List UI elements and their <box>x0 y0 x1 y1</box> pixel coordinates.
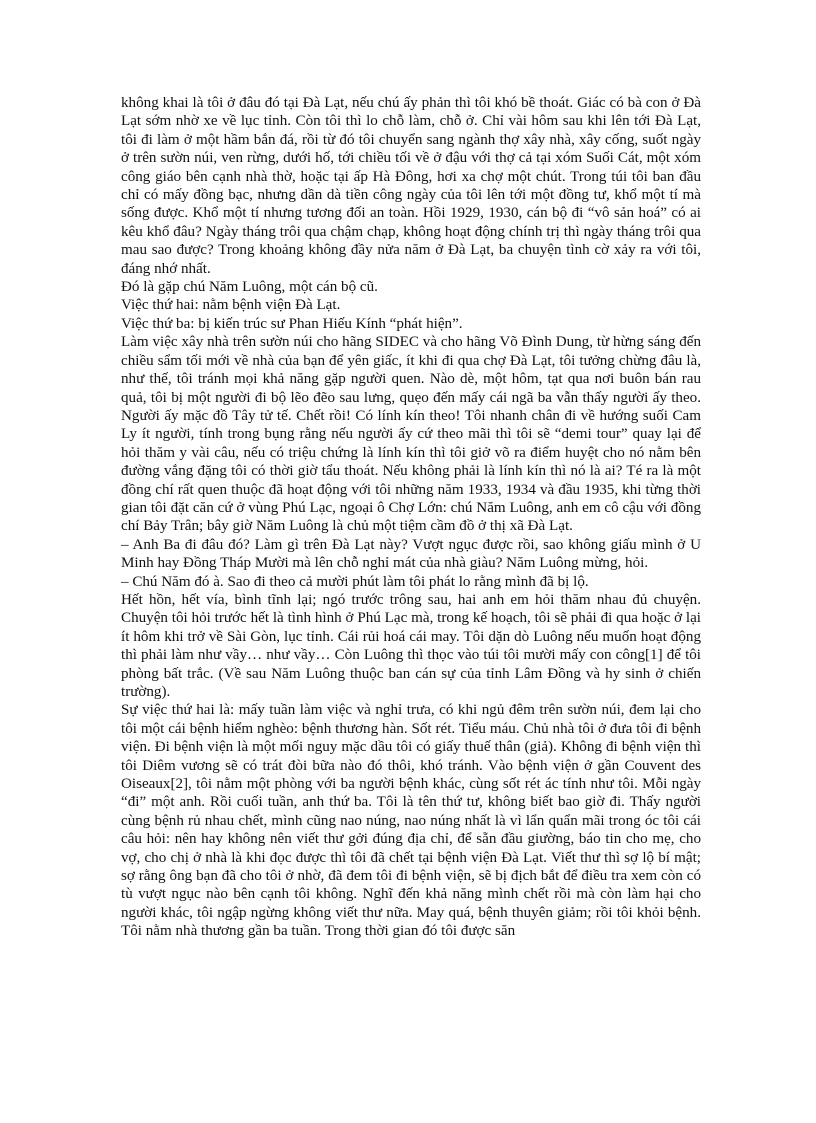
document-page <box>121 94 701 941</box>
paragraph-9: Sự việc thứ hai là: mấy tuần làm việc và nghỉ trưa, có khi ngủ đêm trên sườn núi, đem lại cho tôi một cái bệnh hiểm nghèo: bệnh thương hàn. Sốt rét. Tiểu máu. Chủ nhà tôi ở đưa tôi đi bệnh viện. Đi bệnh viện là một mối nguy mặc dầu tôi có giấy thuế thân (giả). Không đi bệnh viện thì tôi Diêm vương sẽ có trát đòi bữa nào đó thôi, khó tránh. Vào bệnh viện ở gần Couvent des Oiseaux[2], tôi nằm một phòng với ba người bệnh khác, cùng sốt rét ác tính như tôi. Mỗi ngày “đi” một anh. Rồi cuối tuần, anh thứ ba. Tôi là tên thứ tư, không biết bao giờ đi. Thấy người cùng bệnh rủ nhau chết, mình cũng nao núng, nao núng nhất là vì lẩn quẩn mãi trong óc tôi cái câu hỏi: nên hay không nên viết thư gởi đúng địa chỉ, để sẵn đầu giường, báo tin cho mẹ, cho vợ, cho chị ở nhà là khi đọc được thì tôi đã chết tại bệnh viện Đà Lạt. Viết thư thì sợ lộ bí mật; sợ rằng ông bạn đã cho tôi ở nhờ, đã đem tôi đi bệnh viện, sẽ bị địch bắt để điều tra xem còn có tù vượt ngục nào bên cạnh tôi không. Nghĩ đến khả năng mình chết rồi mà còn làm hại cho người khác, tôi ngập ngừng không viết thư nữa. May quá, bệnh thuyên giảm; rồi tôi khỏi bệnh. Tôi nằm nhà thương gần ba tuần. Trong thời gian đó tôi được săn <box>121 702 701 940</box>
paragraph-8: Hết hồn, hết vía, bình tĩnh lại; ngó trước trông sau, hai anh em hỏi thăm nhau đủ chuyện. Chuyện tôi hỏi trước hết là tình hình ở Phú Lạc mà, trong kế hoạch, tôi sẽ phải đi qua hoặc ở lại ít hôm khi trở về Sài Gòn, lục tỉnh. Cái rủi hoá cái may. Tôi dặn dò Luông nếu muốn hoạt động thì phải làm như vầy… như vầy… Còn Luông thì thọc vào túi tôi mười mấy con công[1] để tôi phòng bất trắc. (Về sau Năm Luông thuộc ban cán sự của tỉnh Lâm Đồng và hy sinh ở chiến trường). <box>121 591 701 700</box>
paragraph-5: Làm việc xây nhà trên sườn núi cho hãng SIDEC và cho hãng Võ Đình Dung, từ hừng sáng đến chiều sẩm tối mới về nhà của bạn để yên giấc, ít khi đi qua chợ Đà Lạt, tôi tưởng chừng đâu là, như thế, tôi tránh mọi khả năng gặp người quen. Nào dè, một hôm, tạt qua nơi buôn bán rau quả, tôi bị một người đi bộ lẽo đẽo sau lưng, quẹo đến mấy cái ngã ba vẫn thấy người ấy theo. Người ấy mặc đồ Tây tử tế. Chết rồi! Có lính kín theo! Tôi nhanh chân đi về hướng suối Cam Ly ít người, tính trong bụng rằng nếu người ấy cứ theo mãi thì tôi sẽ “demi tour” quay lại để hỏi thăm y vài câu, nếu có triệu chứng là lính kín thì tôi giở võ ra điểm huyệt cho nó nằm bên đường vắng đặng tôi có thời giờ tẩu thoát. Nếu không phải là lính kín thì nó là ai? Té ra là một đồng chí rất quen thuộc đã hoạt động với tôi những năm 1933, 1934 và đầu 1935, khi từng thời gian tôi đặt căn cứ ở vùng Phú Lạc, ngoại ô Chợ Lớn: chú Năm Luông, anh em cô cậu với đồng chí Bảy Trân; bây giờ Năm Luông là chủ một tiệm cầm đồ ở thị xã Đà Lạt. <box>121 334 701 535</box>
paragraph-2: Đó là gặp chú Năm Luông, một cán bộ cũ. <box>121 279 378 296</box>
paragraph-4: Việc thứ ba: bị kiến trúc sư Phan Hiếu Kính “phát hiện”. <box>121 315 463 332</box>
paragraph-3: Việc thứ hai: nằm bệnh viện Đà Lạt. <box>121 297 341 314</box>
paragraph-7: – Chú Năm đó à. Sao đi theo cả mười phút làm tôi phát lo rằng mình đã bị lộ. <box>121 573 589 590</box>
paragraph-1: không khai là tôi ở đâu đó tại Đà Lạt, nếu chú ấy phản thì tôi khó bề thoát. Giác có bà con ở Đà Lạt sớm nhờ xe về lục tỉnh. Còn tôi thì lo chỗ làm, chỗ ở. Chỉ vài hôm sau khi lên tới Đà Lạt, tôi đi làm ở một hầm bắn đá, rồi từ đó tôi chuyển sang ngành thợ xây nhà, xây cống, suốt ngày ở trên sườn núi, ven rừng, dưới hố, tới chiều tối về ở đậu với thợ cả tại xóm Suối Cát, một xóm công giáo bên cạnh nhà thờ, hoặc tại ấp Hà Đông, hơi xa chợ một chút. Trong túi tôi ban đầu chỉ có mấy đồng bạc, nhưng dần dà tiền công ngày của tôi lên tới một đồng tư, khổ một tí mà sống được. Khổ một tí nhưng tương đối an toàn. Hồi 1929, 1930, cán bộ đi “vô sản hoá” có ai kêu khổ đâu? Ngày tháng trôi qua chậm chạp, không hoạt động chính trị thì ngày tháng trôi qua mau sao được? Trong khoảng không đầy nửa năm ở Đà Lạt, ba chuyện tình cờ xảy ra với tôi, đáng nhớ nhất. <box>121 95 701 277</box>
paragraph-6: – Anh Ba đi đâu đó? Làm gì trên Đà Lạt này? Vượt ngục được rồi, sao không giấu mình ở U Minh hay Đồng Tháp Mười mà lên chỗ nghỉ mát của nhà giàu? Năm Luông mừng, hỏi. <box>121 536 701 572</box>
